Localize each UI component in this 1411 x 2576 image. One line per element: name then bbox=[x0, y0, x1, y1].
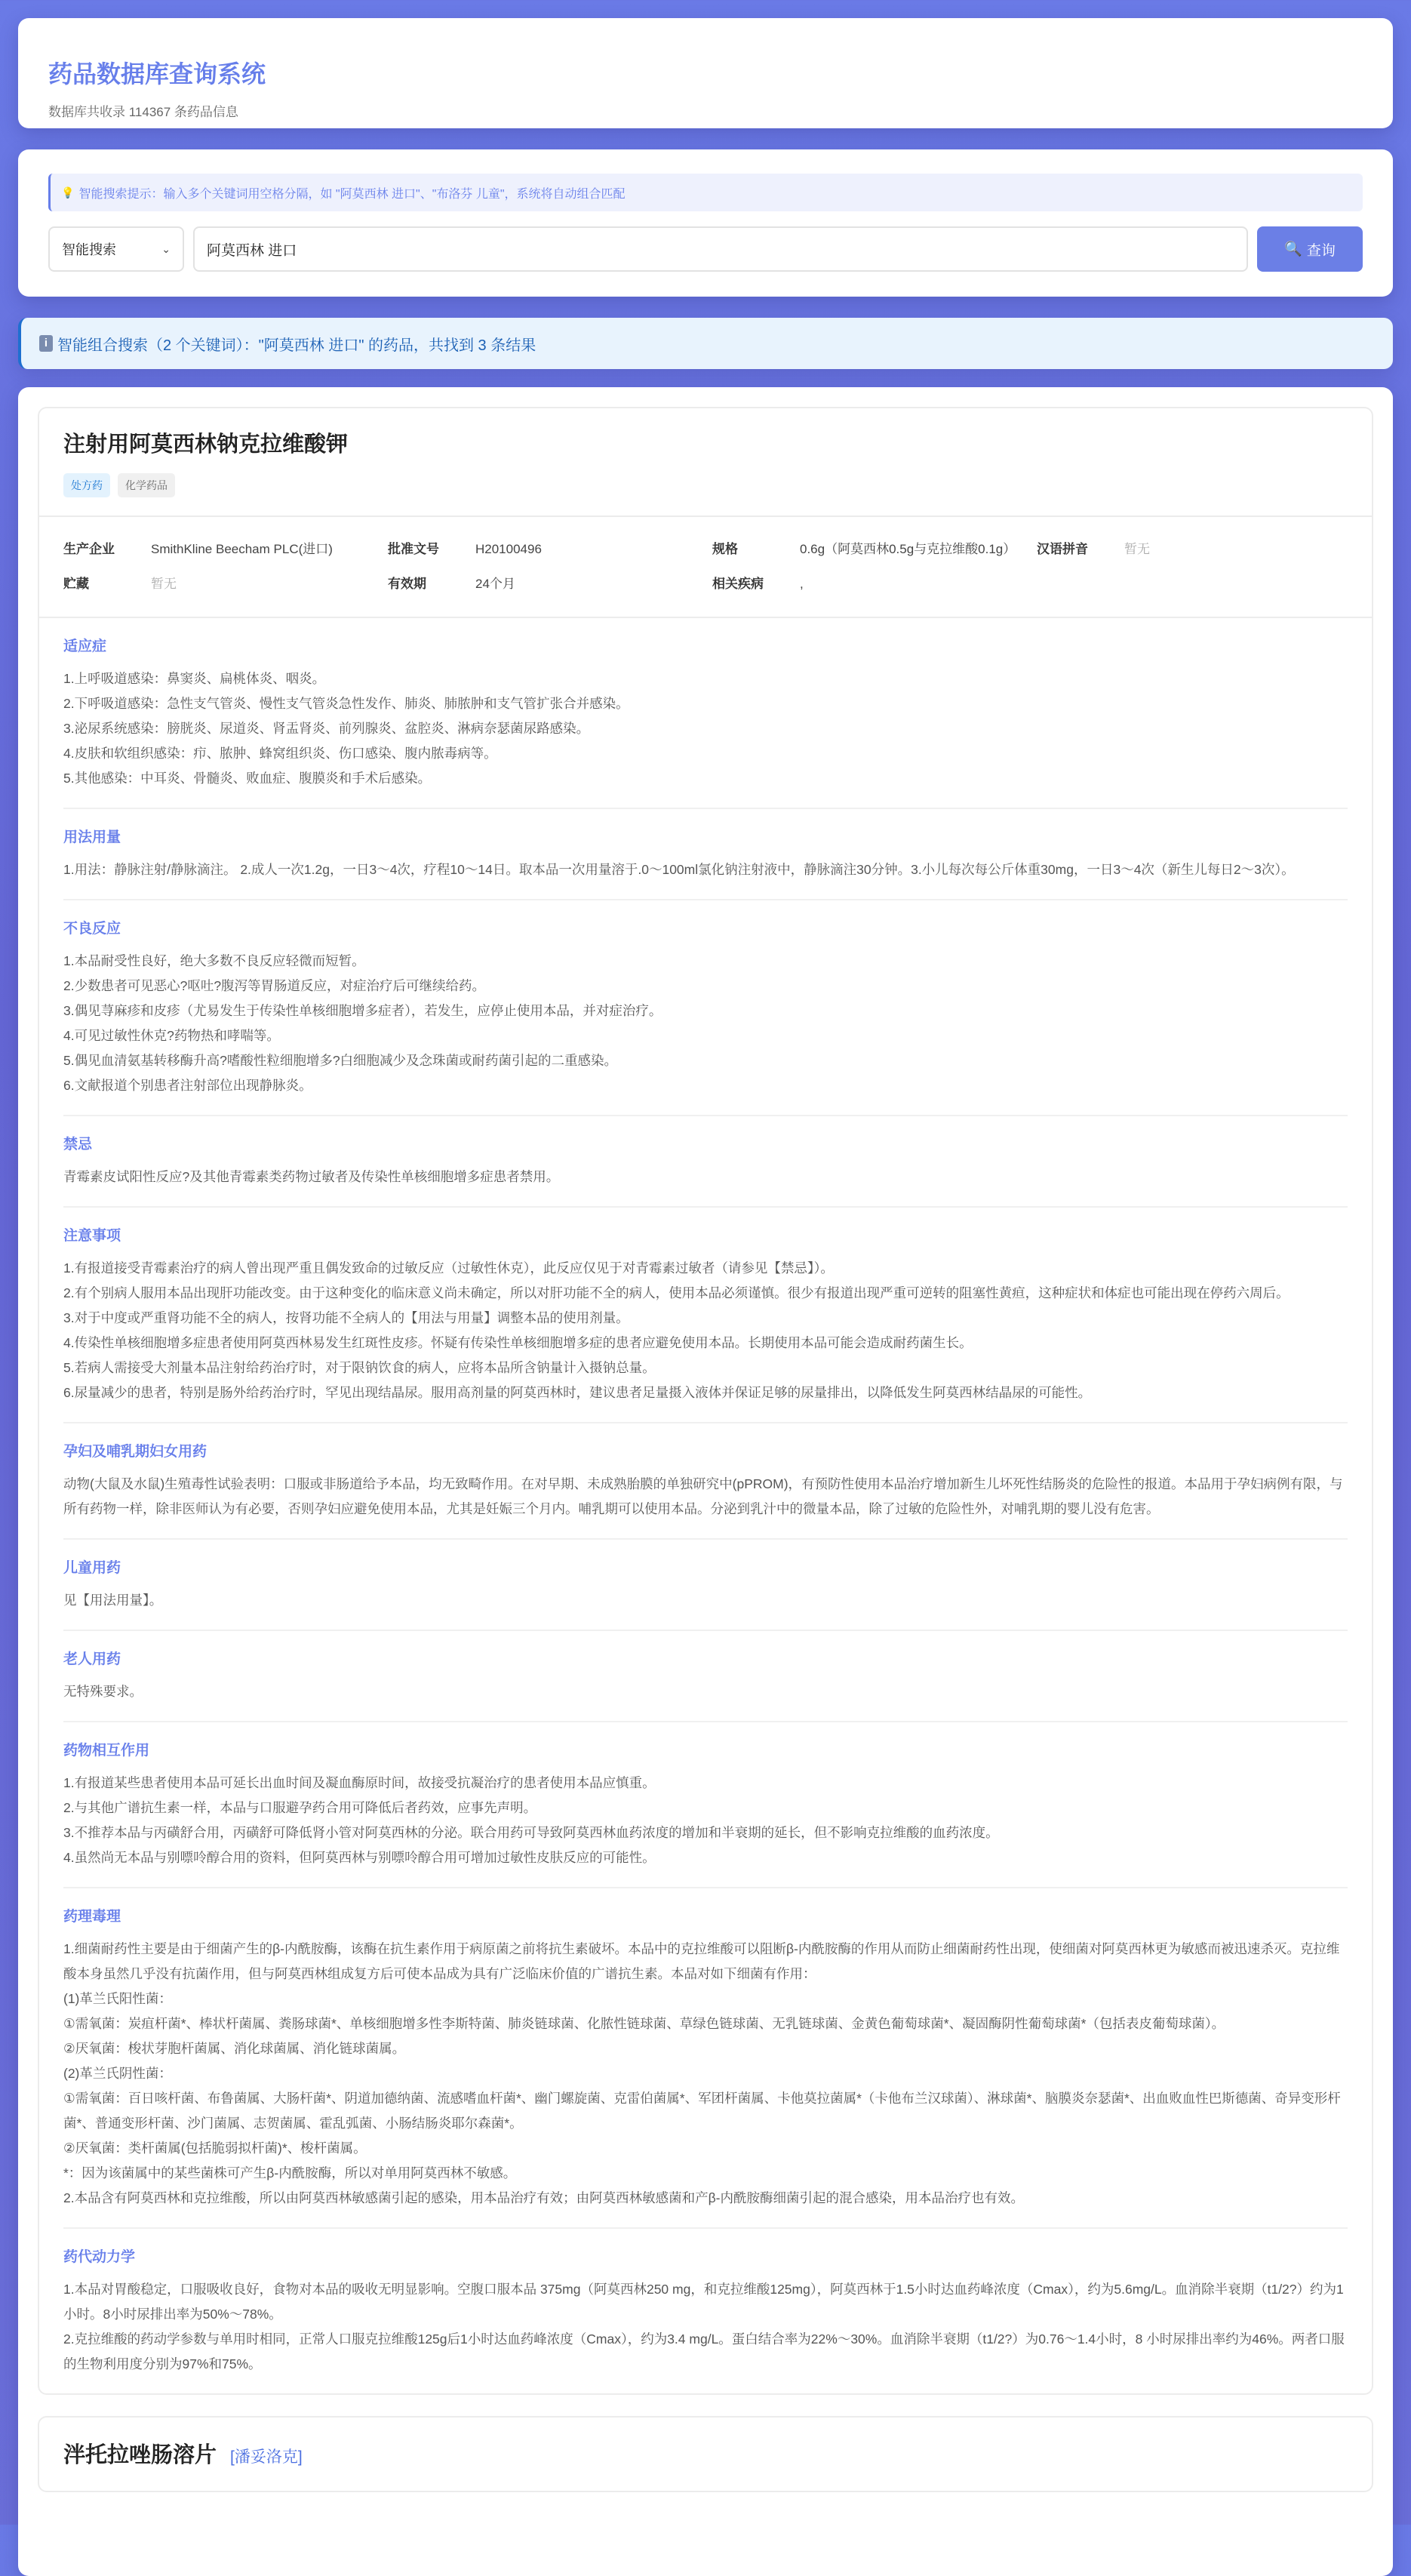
validity-value: 24个月 bbox=[475, 577, 515, 591]
drug-header bbox=[39, 408, 1372, 517]
section bbox=[63, 1116, 1348, 1208]
section-line: 3.偶见荨麻疹和皮疹（尤易发生于传染性单核细胞增多症者），若发生，应停止使用本品，并对症治疗。 bbox=[63, 1003, 662, 1018]
drug-card bbox=[38, 2416, 1373, 2492]
tag-prescription: 处方药 bbox=[63, 473, 110, 497]
storage-label: 贮藏 bbox=[63, 577, 89, 591]
section-title: 老人用药 bbox=[63, 1651, 121, 1667]
header-card bbox=[18, 18, 1393, 128]
section-line: *：因为该菌属中的某些菌株可产生β-内酰胺酶，所以对单用阿莫西林不敏感。 bbox=[63, 2165, 517, 2181]
section-line: 4.可见过敏性休克?药物热和哮喘等。 bbox=[63, 1028, 280, 1043]
section-line: 5.偶见血清氨基转移酶升高?嗜酸性粒细胞增多?白细胞减少及念珠菌或耐药菌引起的二重感染。 bbox=[63, 1053, 618, 1068]
record-count: 数据库共收录 114367 条药品信息 bbox=[48, 105, 238, 119]
drug-name: 注射用阿莫西林钠克拉维酸钾 bbox=[63, 432, 349, 457]
section-title: 药理毒理 bbox=[63, 1909, 121, 1925]
manufacturer-value: SmithKline Beecham PLC(进口) bbox=[151, 542, 333, 556]
results-panel bbox=[18, 387, 1393, 2576]
section-line: ①需氧菌：百日咳杆菌、布鲁菌属、大肠杆菌*、阴道加德纳菌、流感嗜血杆菌*、幽门螺旋菌、克雷伯菌属*、军团杆菌属、卡他莫拉菌属*（卡他布兰汉球菌）、淋球菌*、脑膜炎奈瑟菌*、出血败血性巴斯德菌、奇异变形杆菌*、普通变形杆菌、沙门菌属、志贺菌属、霍乱弧菌、小肠结肠炎耶尔森菌*。 bbox=[63, 2091, 1341, 2131]
section-title: 注意事项 bbox=[63, 1228, 121, 1244]
section-line: 见【用法用量】。 bbox=[63, 1593, 163, 1608]
search-button[interactable] bbox=[1257, 226, 1363, 272]
lightbulb-icon: 💡 bbox=[61, 186, 75, 199]
drug-card bbox=[38, 407, 1373, 2395]
search-button-label: 查询 bbox=[1306, 242, 1336, 259]
section-title: 孕妇及哺乳期妇女用药 bbox=[63, 1444, 208, 1460]
drug-header bbox=[39, 2418, 1372, 2491]
info-icon: i bbox=[39, 335, 53, 352]
section-line: 动物(大鼠及水鼠)生殖毒性试验表明：口服或非肠道给予本品，均无致畸作用。在对早期、未成熟胎膜的单独研究中(pPROM)，有预防性使用本品治疗增加新生儿坏死性结肠炎的危险性的报道。本品用于孕妇病例有限，与所有药物一样，除非医师认为有必要，否则孕妇应避免使用本品，尤其是妊娠三个月内。哺乳期可以使用本品。分泌到乳汁中的微量本品，除了过敏的危险性外，对哺乳期的婴儿没有危害。 bbox=[63, 1476, 1343, 1516]
section bbox=[63, 809, 1348, 900]
search-input[interactable] bbox=[193, 226, 1248, 272]
section bbox=[63, 1423, 1348, 1540]
section-line: 1.本品对胃酸稳定，口服吸收良好，食物对本品的吸收无明显影响。空腹口服本品 375mg（阿莫西林250 mg，和克拉维酸125mg），阿莫西林于1.5小时达血药峰浓度（Cmax），约为5.6mg/L。血消除半衰期（t1/2?）约为1小时。8小时尿排出率为50%～78%。 bbox=[63, 2282, 1344, 2322]
section-title: 药物相互作用 bbox=[63, 1743, 150, 1759]
section-line: 1.有报道接受青霉素治疗的病人曾出现严重且偶发致命的过敏反应（过敏性休克），此反应仅见于对青霉素过敏者（请参见【禁忌】）。 bbox=[63, 1260, 834, 1276]
approval-value: H20100496 bbox=[475, 542, 542, 556]
section-line: 1.本品耐受性良好，绝大多数不良反应轻微而短暂。 bbox=[63, 953, 365, 968]
result-info-text: 智能组合搜索（2 个关键词）："阿莫西林 进口" 的药品，共找到 3 条结果 bbox=[57, 337, 536, 354]
drug-sections bbox=[39, 618, 1372, 2393]
spec-value: 0.6g（阿莫西林0.5g与克拉维酸0.1g） bbox=[800, 542, 1016, 556]
search-mode-select[interactable] bbox=[48, 226, 184, 272]
section-title: 禁忌 bbox=[63, 1137, 93, 1153]
search-input-value: 阿莫西林 进口 bbox=[207, 242, 297, 259]
section-line: 5.其他感染：中耳炎、骨髓炎、败血症、腹膜炎和手术后感染。 bbox=[63, 771, 432, 786]
section-title: 药代动力学 bbox=[63, 2249, 136, 2265]
section bbox=[63, 1631, 1348, 1722]
section bbox=[63, 900, 1348, 1116]
section-line: 无特殊要求。 bbox=[63, 1684, 143, 1699]
section-line: 2.下呼吸道感染：急性支气管炎、慢性支气管炎急性发作、肺炎、肺脓肿和支气管扩张合并感染。 bbox=[63, 696, 629, 711]
disease-label: 相关疾病 bbox=[712, 577, 764, 591]
section bbox=[63, 1540, 1348, 1631]
section-line: 1.有报道某些患者使用本品可延长出血时间及凝血酶原时间，故接受抗凝治疗的患者使用本品应慎重。 bbox=[63, 1775, 656, 1790]
section bbox=[63, 2229, 1348, 2393]
section-title: 适应症 bbox=[63, 639, 107, 654]
section bbox=[63, 1208, 1348, 1423]
section-line: 青霉素皮试阳性反应?及其他青霉素类药物过敏者及传染性单核细胞增多症患者禁用。 bbox=[63, 1169, 560, 1184]
section-line: 4.虽然尚无本品与别嘌呤醇合用的资料，但阿莫西林与别嘌呤醇合用可增加过敏性皮肤反应的可能性。 bbox=[63, 1850, 656, 1865]
section-line: ①需氧菌：炭疽杆菌*、棒状杆菌属、粪肠球菌*、单核细胞增多性李斯特菌、肺炎链球菌、化脓性链球菌、草绿色链球菌、无乳链球菌、金黄色葡萄球菌*、凝固酶阴性葡萄球菌*（包括表皮葡萄球菌）。 bbox=[63, 2016, 1225, 2031]
section-line: 3.不推荐本品与丙磺舒合用，丙磺舒可降低肾小管对阿莫西林的分泌。联合用药可导致阿莫西林血药浓度的增加和半衰期的延长，但不影响克拉维酸的血药浓度。 bbox=[63, 1825, 999, 1840]
search-card bbox=[18, 149, 1393, 297]
section-line: (1)革兰氏阳性菌： bbox=[63, 1991, 172, 2006]
magnifier-icon: 🔍 bbox=[1284, 242, 1302, 257]
spec-label: 规格 bbox=[712, 542, 738, 556]
section-line: 2.克拉维酸的药动学参数与单用时相同，正常人口服克拉维酸125g后1小时达血药峰浓度（Cmax），约为3.4 mg/L。蛋白结合率为22%～30%。血消除半衰期（t1/2?）为0.76～1.4小时，8 小时尿排出率约为46%。两者口服的生物利用度分别为97%和75%。 bbox=[63, 2331, 1345, 2371]
validity-label: 有效期 bbox=[388, 577, 426, 591]
section-line: 4.传染性单核细胞增多症患者使用阿莫西林易发生红斑性皮疹。怀疑有传染性单核细胞增多症的患者应避免使用本品。长期使用本品可能会造成耐药菌生长。 bbox=[63, 1335, 973, 1350]
disease-value: , bbox=[800, 577, 804, 591]
section-line: 6.文献报道个别患者注射部位出现静脉炎。 bbox=[63, 1078, 312, 1093]
section-line: 2.本品含有阿莫西林和克拉维酸，所以由阿莫西林敏感菌引起的感染，用本品治疗有效；由阿莫西林敏感菌和产β-内酰胺酶细菌引起的混合感染，用本品治疗也有效。 bbox=[63, 2190, 1024, 2205]
drug-name: 泮托拉唑肠溶片 bbox=[63, 2443, 217, 2467]
section-line: ②厌氧菌：梭状芽胞杆菌属、消化球菌属、消化链球菌属。 bbox=[63, 2041, 406, 2056]
section bbox=[63, 1722, 1348, 1888]
section-line: 6.尿量减少的患者，特别是肠外给药治疗时，罕见出现结晶尿。服用高剂量的阿莫西林时，建议患者足量摄入液体并保证足够的尿量排出，以降低发生阿莫西林结晶尿的可能性。 bbox=[63, 1385, 1092, 1400]
section-line: 3.对于中度或严重肾功能不全的病人，按肾功能不全病人的【用法与用量】调整本品的使用剂量。 bbox=[63, 1310, 629, 1325]
section-title: 儿童用药 bbox=[63, 1560, 121, 1576]
result-info-banner bbox=[18, 318, 1393, 369]
section-line: 4.皮肤和软组织感染：疖、脓肿、蜂窝组织炎、伤口感染、腹内脓毒病等。 bbox=[63, 746, 497, 761]
search-tip bbox=[48, 174, 1363, 211]
section-line: 2.与其他广谱抗生素一样，本品与口服避孕药合用可降低后者药效，应事先声明。 bbox=[63, 1800, 537, 1815]
section bbox=[63, 1888, 1348, 2229]
approval-label: 批准文号 bbox=[388, 542, 439, 556]
pinyin-label: 汉语拼音 bbox=[1037, 542, 1088, 556]
section-line: 3.泌尿系统感染：膀胱炎、尿道炎、肾盂肾炎、前列腺炎、盆腔炎、淋病奈瑟菌尿路感染。 bbox=[63, 721, 590, 736]
pinyin-value: 暂无 bbox=[1124, 542, 1150, 556]
section-line: ②厌氧菌：类杆菌属(包括脆弱拟杆菌)*、梭杆菌属。 bbox=[63, 2141, 367, 2156]
page-title: 药品数据库查询系统 bbox=[48, 60, 266, 88]
section-line: 1.用法：静脉注射/静脉滴注。 2.成人一次1.2g，一日3～4次，疗程10～14日。取本品一次用量溶于.0～100ml氯化钠注射液中，静脉滴注30分钟。3.小儿每次每公斤体重30mg，一日3～4次（新生儿每日2～3次）。 bbox=[63, 862, 1295, 877]
section-title: 不良反应 bbox=[63, 921, 121, 937]
section-line: 1.细菌耐药性主要是由于细菌产生的β-内酰胺酶，该酶在抗生素作用于病原菌之前将抗生素破坏。本品中的克拉维酸可以阻断β-内酰胺酶的作用从而防止细菌耐药性出现，使细菌对阿莫西林更为敏感而被迅速杀灭。克拉维酸本身虽然几乎没有抗菌作用，但与阿莫西林组成复方后可使本品成为具有广泛临床价值的广谱抗生素。本品对如下细菌有作用： bbox=[63, 1941, 1340, 1981]
chevron-down-icon: ⌄ bbox=[161, 242, 171, 255]
search-row bbox=[48, 226, 1363, 272]
drug-alias-link[interactable]: [潘妥洛克] bbox=[230, 2448, 303, 2466]
tag-chemical: 化学药品 bbox=[118, 473, 175, 497]
section-line: 2.有个别病人服用本品出现肝功能改变。由于这种变化的临床意义尚未确定，所以对肝功能不全的病人，使用本品必须谨慎。很少有报道出现严重可逆转的阻塞性黄疸，这种症状和体症也可能出现在停药六周后。 bbox=[63, 1285, 1290, 1300]
drug-info-grid bbox=[39, 517, 1372, 618]
section-line: 2.少数患者可见恶心?呕吐?腹泻等胃肠道反应，对症治疗后可继续给药。 bbox=[63, 978, 486, 993]
section-title: 用法用量 bbox=[63, 829, 121, 845]
search-tip-text: 智能搜索提示：输入多个关键词用空格分隔，如 "阿莫西林 进口"、"布洛芬 儿童"，系统将自动组合匹配 bbox=[78, 187, 626, 201]
search-mode-value: 智能搜索 bbox=[62, 242, 116, 257]
section-line: 5.若病人需接受大剂量本品注射给药治疗时，对于限钠饮食的病人，应将本品所含钠量计入摄钠总量。 bbox=[63, 1360, 656, 1375]
section-line: 1.上呼吸道感染：鼻窦炎、扁桃体炎、咽炎。 bbox=[63, 671, 326, 686]
drug-tags bbox=[63, 473, 1348, 497]
storage-value: 暂无 bbox=[151, 577, 177, 591]
section-line: (2)革兰氏阴性菌： bbox=[63, 2066, 172, 2081]
manufacturer-label: 生产企业 bbox=[63, 542, 115, 556]
section bbox=[63, 618, 1348, 809]
